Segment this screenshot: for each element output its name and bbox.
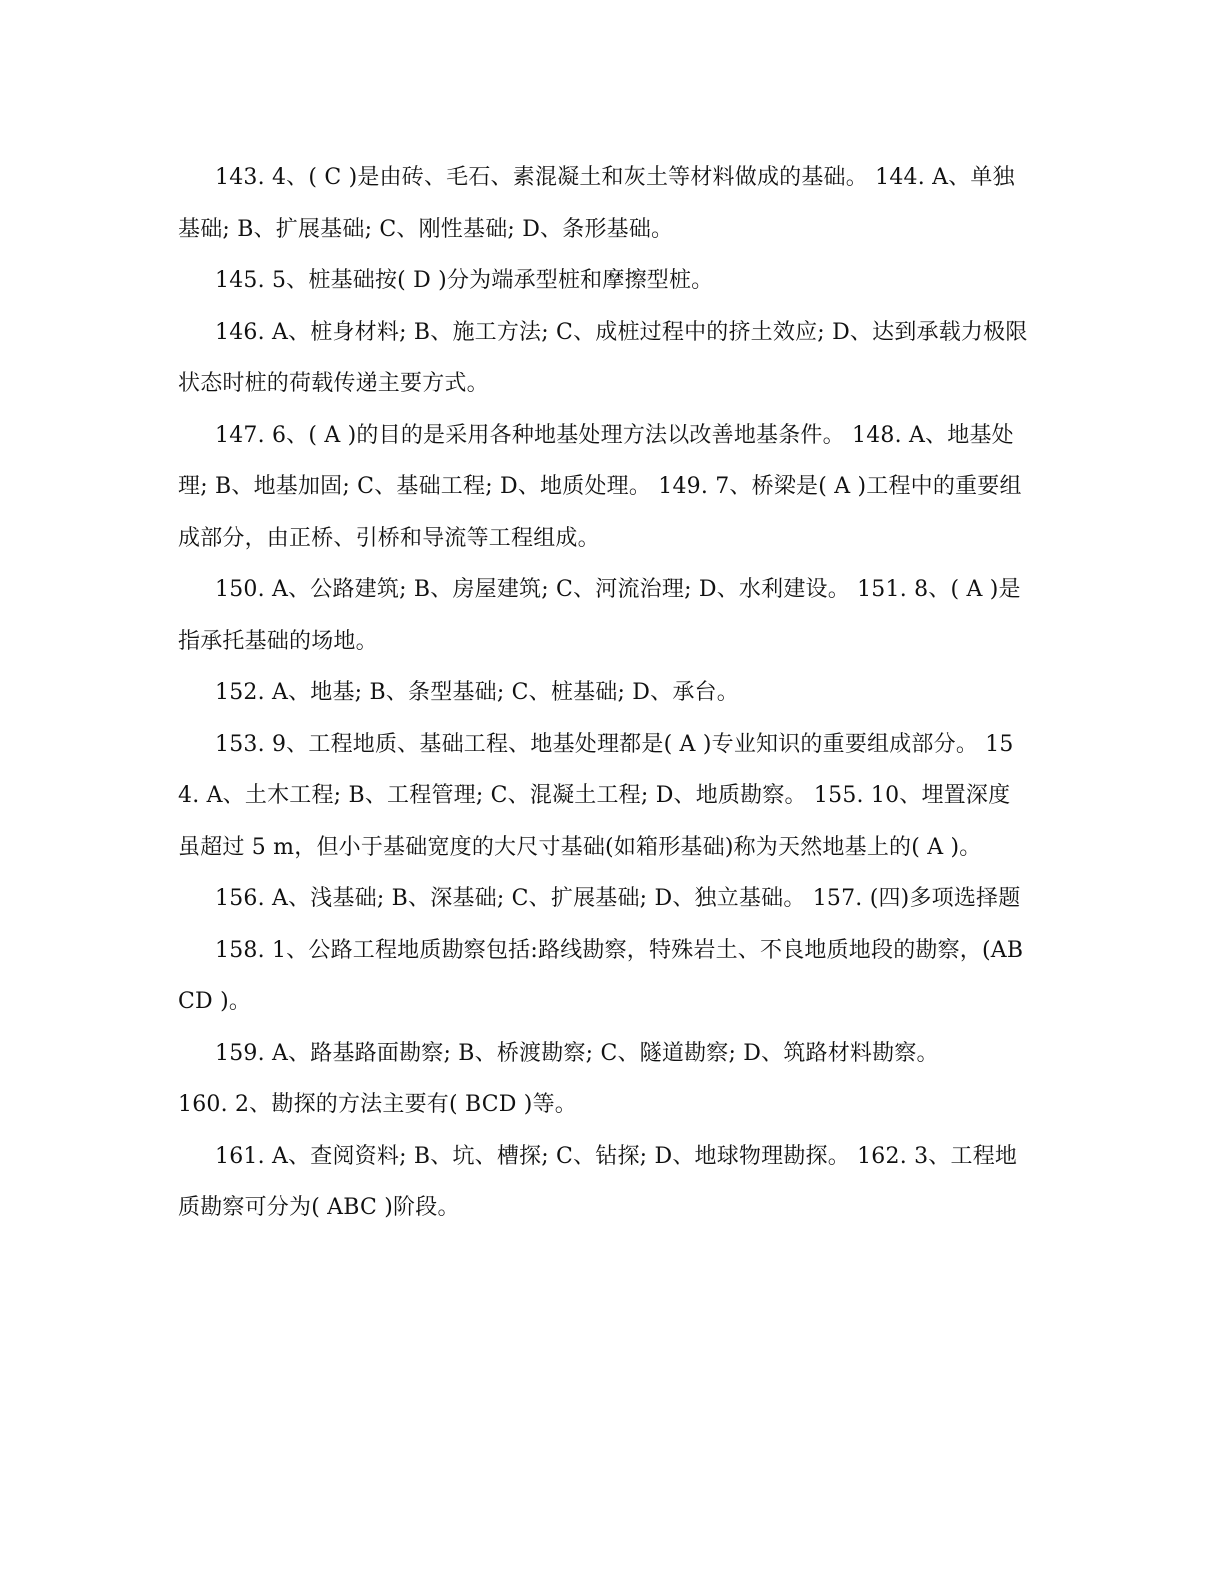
paragraph-147-149: 147. 6、( A )的目的是采用各种地基处理方法以改善地基条件。 148. A、地基处理; B、地基加固; C、基础工程; D、地质处理。 149. 7、桥梁是( A )工程中的重要组成部分，由正桥、引桥和导流等工程组成。 xyxy=(178,422,1022,551)
paragraph-153-155: 153. 9、工程地质、基础工程、地基处理都是( A )专业知识的重要组成部分。 154. A、土木工程; B、工程管理; C、混凝土工程; D、地质勘察。 155. 10、埋置深度虽超过 5 m，但小于基础宽度的大尺寸基础(如箱形基础)称为天然地基上的( A )。 xyxy=(178,731,1014,860)
paragraph-145: 145. 5、桩基础按( D )分为端承型桩和摩擦型桩。 xyxy=(215,268,714,293)
document-body xyxy=(178,152,1030,1234)
paragraph-150-151: 150. A、公路建筑; B、房屋建筑; C、河流治理; D、水利建设。 151. 8、( A )是指承托基础的场地。 xyxy=(178,577,1021,654)
paragraph-161-162: 161. A、查阅资料; B、坑、槽探; C、钻探; D、地球物理勘探。 162. 3、工程地质勘察可分为( ABC )阶段。 xyxy=(178,1143,1018,1220)
paragraph-159: 159. A、路基路面勘察; B、桥渡勘察; C、隧道勘察; D、筑路材料勘察。 xyxy=(215,1040,939,1066)
paragraph-143-144: 143. 4、( C )是由砖、毛石、素混凝土和灰土等材料做成的基础。 144. A、单独基础; B、扩展基础; C、刚性基础; D、条形基础。 xyxy=(178,165,1015,242)
paragraph-156-157: 156. A、浅基础; B、深基础; C、扩展基础; D、独立基础。 157. (四)多项选择题 xyxy=(215,886,1021,911)
paragraph-152: 152. A、地基; B、条型基础; C、桩基础; D、承台。 xyxy=(215,680,739,705)
paragraph-158: 158. 1、公路工程地质勘察包括:路线勘察，特殊岩土、不良地质地段的勘察，(ABCD )。 xyxy=(178,937,1024,1014)
paragraph-146: 146. A、桩身材料; B、施工方法; C、成桩过程中的挤土效应; D、达到承载力极限状态时桩的荷载传递主要方式。 xyxy=(178,319,1028,396)
paragraph-160: 160. 2、勘探的方法主要有( BCD )等。 xyxy=(178,1092,577,1117)
